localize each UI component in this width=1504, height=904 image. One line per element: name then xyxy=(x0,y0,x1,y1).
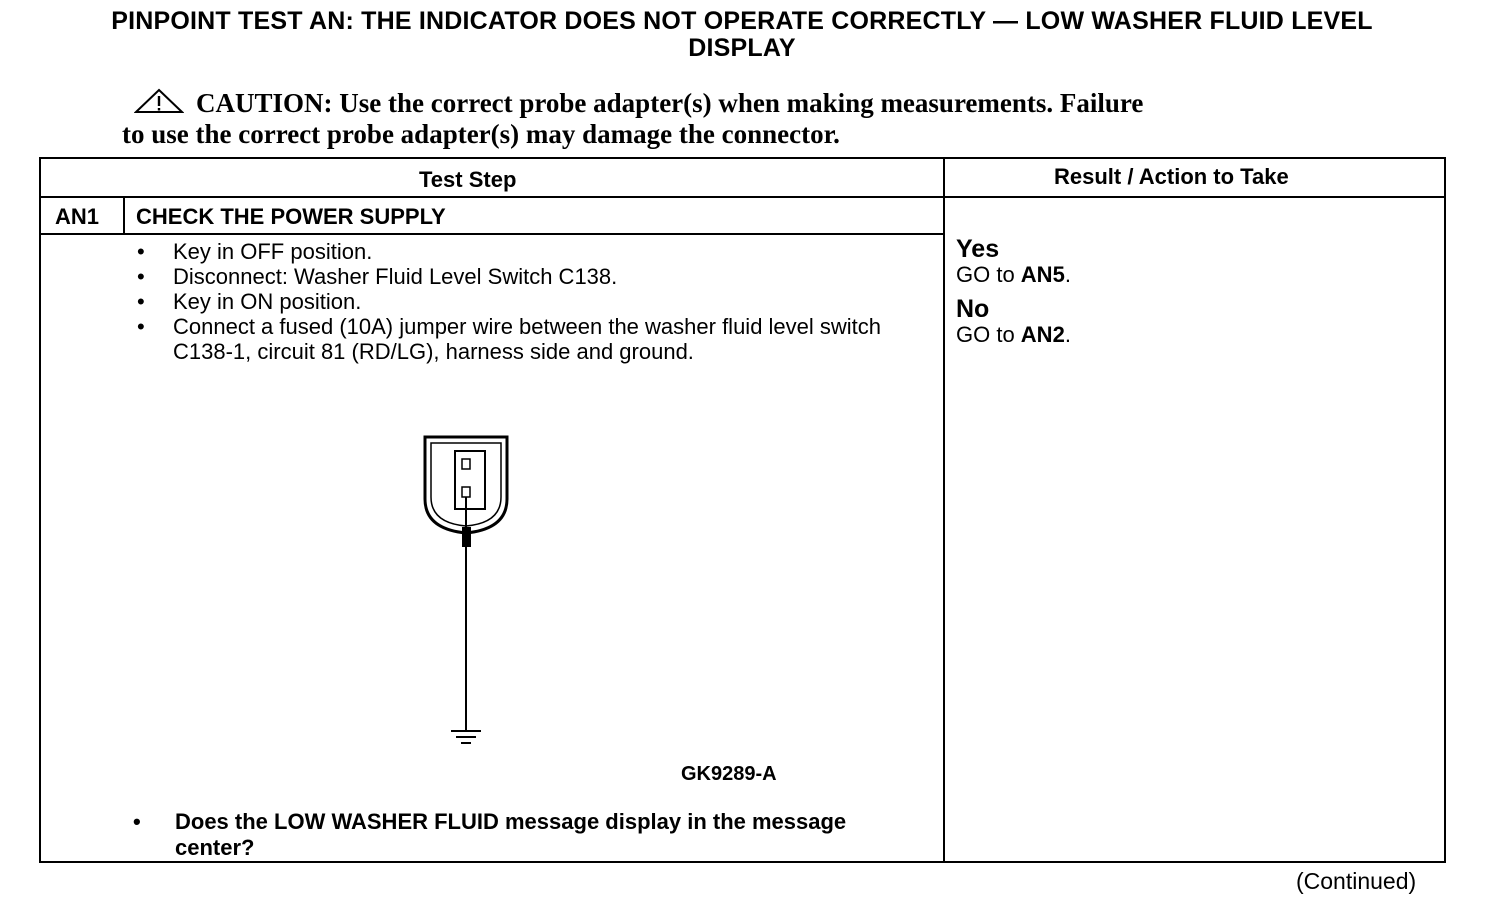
result-no-target: AN2 xyxy=(1020,322,1065,347)
step-question: • Does the LOW WASHER FLUID message display in the message center? xyxy=(133,809,847,860)
caution-line-2: to use the correct probe adapter(s) may damage the connector. xyxy=(122,119,840,149)
result-yes: Yes GO to AN5. xyxy=(956,235,1071,287)
step-title: CHECK THE POWER SUPPLY xyxy=(136,204,446,229)
header-test-step: Test Step xyxy=(419,167,517,192)
instruction-item: • Connect a fused (10A) jumper wire between the washer fluid level switch C138-1, circuit 81 (RD/LG), harness side and ground. xyxy=(133,314,913,364)
figure-label: GK9289-A xyxy=(681,763,777,785)
terminal-2 xyxy=(462,487,470,497)
page-title: PINPOINT TEST AN: THE INDICATOR DOES NOT OPERATE CORRECTLY — LOW WASHER FLUID LEVEL DISPLAY xyxy=(111,7,1373,62)
instruction-item: • Key in OFF position. xyxy=(133,239,913,264)
step-instructions xyxy=(133,239,913,364)
warning-triangle-icon xyxy=(134,88,184,114)
connector-ground-diagram xyxy=(411,429,531,759)
result-yes-target: AN5 xyxy=(1020,262,1065,287)
continued-note: (Continued) xyxy=(1296,868,1417,894)
instruction-item: • Disconnect: Washer Fluid Level Switch C138. xyxy=(133,264,913,289)
header-result-action: Result / Action to Take xyxy=(1054,164,1289,189)
jumper-probe xyxy=(462,527,471,547)
pinpoint-test-table xyxy=(39,157,1446,863)
ground-symbol-icon xyxy=(451,731,481,743)
terminal-1 xyxy=(462,459,470,469)
caution-notice xyxy=(122,88,1342,150)
result-no-label: No xyxy=(956,295,990,323)
caution-line-1: CAUTION: Use the correct probe adapter(s) when making measurements. Failure xyxy=(196,88,1144,118)
result-no: No GO to AN2. xyxy=(956,295,1071,347)
question-text: Does the LOW WASHER FLUID message display in the message center? xyxy=(175,809,847,860)
step-id: AN1 xyxy=(55,204,100,229)
result-yes-label: Yes xyxy=(956,235,1000,263)
instruction-item: • Key in ON position. xyxy=(133,289,913,314)
